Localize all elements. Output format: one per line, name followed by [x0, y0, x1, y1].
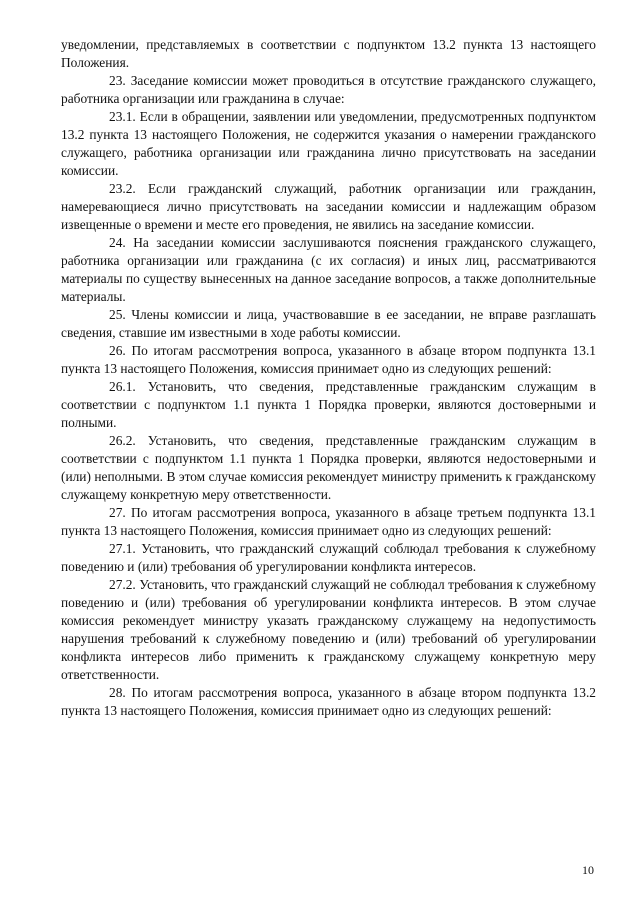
paragraph-26: 26. По итогам рассмотрения вопроса, указанного в абзаце втором подпункта 13.1 пункта 13 настоящего Положения, комиссия принимает одно из следующих решений:	[61, 343, 596, 376]
paragraph-25: 25. Члены комиссии и лица, участвовавшие в ее заседании, не вправе разглашать сведения, ставшие им известными в ходе работы комиссии.	[61, 307, 596, 340]
paragraph-24: 24. На заседании комиссии заслушиваются пояснения гражданского служащего, работника организации или гражданина (с их согласия) и иных лиц, рассматриваются материалы по существу вынесенных на данное заседание вопросов, а также дополнительные материалы.	[61, 235, 596, 304]
document-body	[61, 36, 596, 720]
paragraph-27-2: 27.2. Установить, что гражданский служащий не соблюдал требования к служебному поведению и (или) требования об урегулировании конфликта интересов. В этом случае комиссия рекомендует министру указать гражданскому служащему на недопустимость нарушения требований к служебному поведению и (или) требований об урегулировании конфликта интересов либо применить к гражданскому служащему конкретную меру ответственности.	[61, 577, 596, 682]
paragraph-26-2: 26.2. Установить, что сведения, представленные гражданским служащим в соответствии с подпунктом 1.1 пункта 1 Порядка проверки, являются недостоверными и (или) неполными. В этом случае комиссия рекомендует министру применить к гражданскому служащему конкретную меру ответственности.	[61, 433, 596, 502]
paragraph-27-1: 27.1. Установить, что гражданский служащий соблюдал требования к служебному поведению и (или) требования об урегулировании конфликта интересов.	[61, 541, 596, 574]
paragraph-28: 28. По итогам рассмотрения вопроса, указанного в абзаце втором подпункта 13.2 пункта 13 настоящего Положения, комиссия принимает одно из следующих решений:	[61, 685, 596, 718]
paragraph-26-1: 26.1. Установить, что сведения, представленные гражданским служащим в соответствии с подпунктом 1.1 пункта 1 Порядка проверки, являются достоверными и полными.	[61, 379, 596, 430]
paragraph-23-2: 23.2. Если гражданский служащий, работник организации или гражданин, намеревающиеся лично присутствовать на заседании комиссии и надлежащим образом извещенные о времени и месте его проведения, не явились на заседание комиссии.	[61, 181, 596, 232]
paragraph-23-1: 23.1. Если в обращении, заявлении или уведомлении, предусмотренных подпунктом 13.2 пункта 13 настоящего Положения, не содержится указания о намерении гражданского служащего, работника организации или гражданина лично присутствовать на заседании комиссии.	[61, 109, 596, 178]
page-number: 10	[582, 863, 594, 877]
paragraph-23: 23. Заседание комиссии может проводиться в отсутствие гражданского служащего, работника организации или гражданина в случае:	[61, 73, 596, 106]
paragraph-27: 27. По итогам рассмотрения вопроса, указанного в абзаце третьем подпункта 13.1 пункта 13 настоящего Положения, комиссия принимает одно из следующих решений:	[61, 505, 596, 538]
paragraph-continuation: уведомлении, представляемых в соответствии с подпунктом 13.2 пункта 13 настоящего Положения.	[61, 37, 596, 70]
